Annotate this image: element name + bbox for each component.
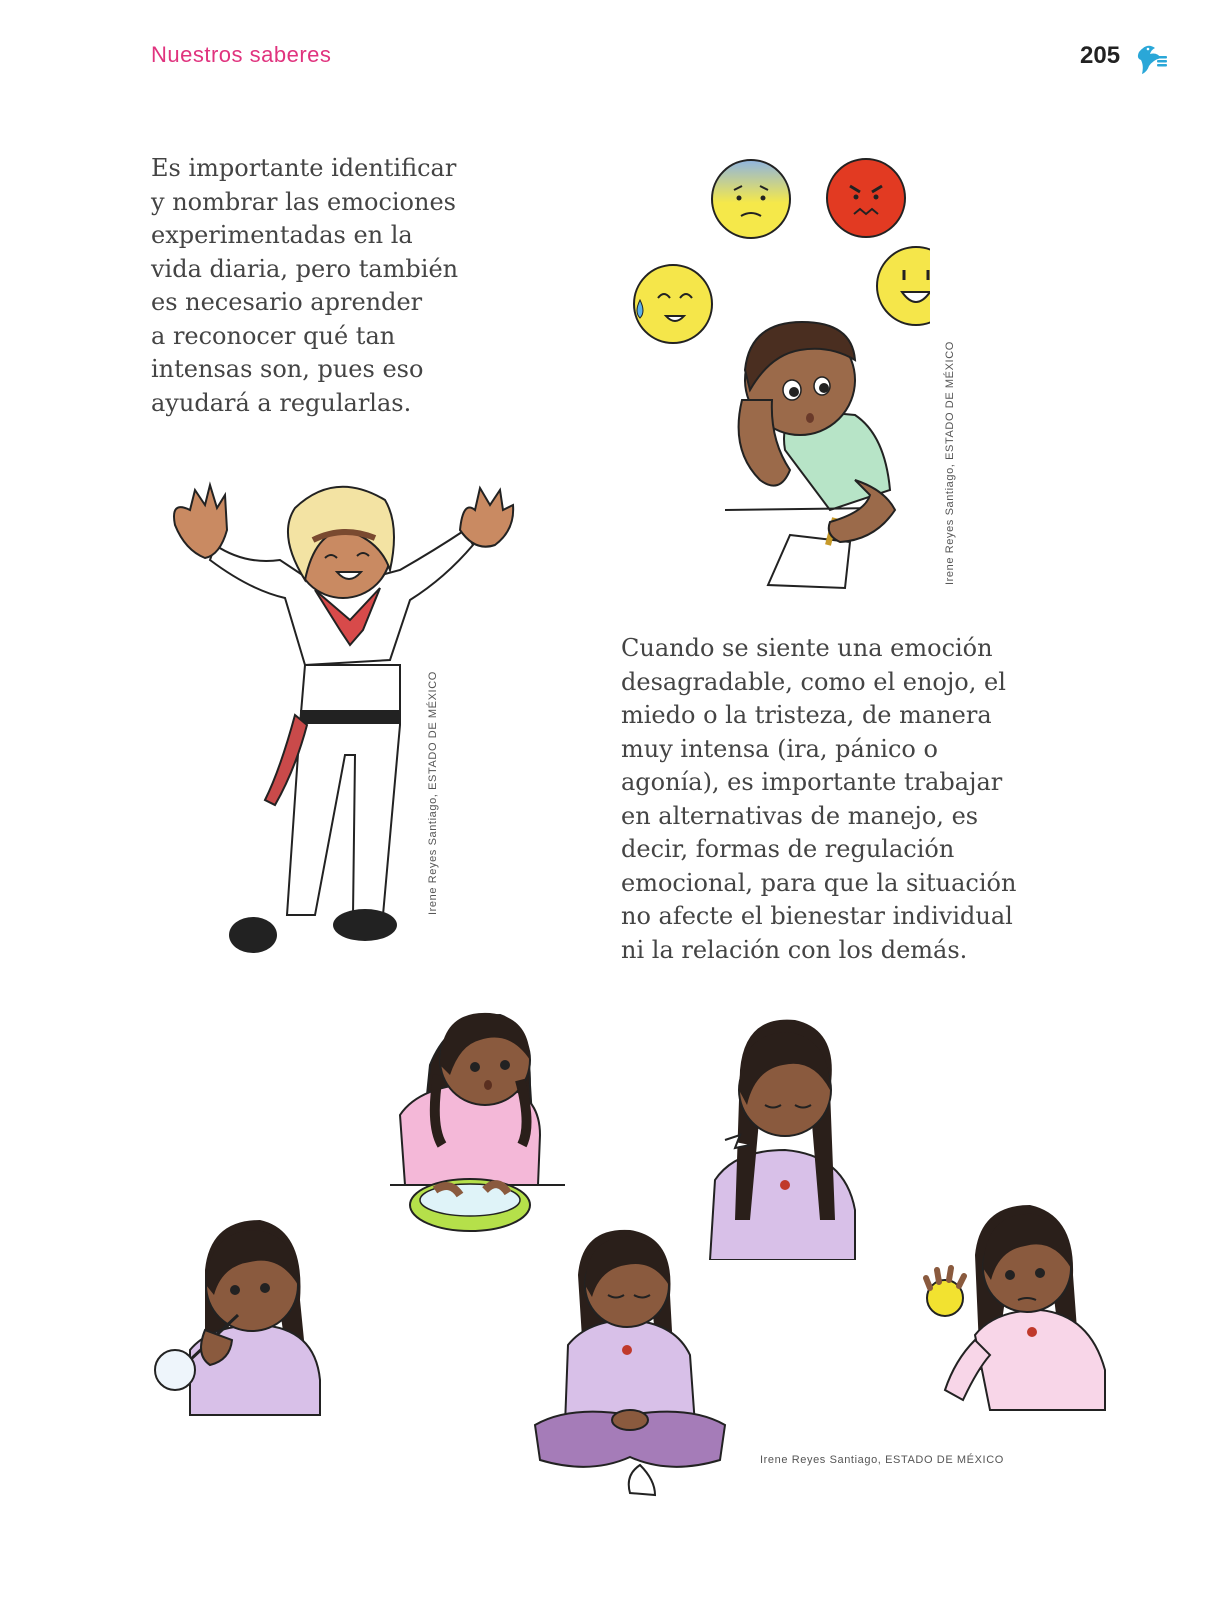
emojis-and-thinking-boy-illustration: [630, 150, 930, 600]
credit-emojis-boy: Irene Reyes Santiago, ESTADO DE MÉXICO: [944, 341, 956, 585]
girl-washing-hands-illustration: [390, 985, 570, 1255]
bird-hand-logo-icon: [1133, 40, 1169, 76]
page-number: 205: [1080, 42, 1121, 69]
girl-meditating-illustration: [530, 1225, 730, 1505]
intro-paragraph: Es importante identificar y nombrar las emociones experimentadas en la vida diaria, pero también es necesario aprender a reconocer qué tan intensas son, pues eso ayudará a regularlas.: [151, 154, 459, 417]
girl-squeezing-ball-illustration: [915, 1190, 1115, 1420]
worried-face-icon: [712, 160, 790, 238]
thinking-boy: [725, 322, 895, 588]
happy-face-icon: [877, 247, 930, 325]
credit-dancing-boy: Irene Reyes Santiago, ESTADO DE MÉXICO: [427, 671, 439, 915]
section-title: Nuestros saberes: [151, 42, 332, 67]
relieved-sweat-face-icon: [634, 265, 712, 343]
girl-breathing-illustration: [705, 1010, 865, 1260]
angry-face-icon: [827, 159, 905, 237]
girl-blowing-bubbles-illustration: [150, 1200, 340, 1430]
dancing-boy-illustration: [165, 470, 525, 970]
regulation-paragraph: Cuando se siente una emoción desagradable, como el enojo, el miedo o la tristeza, de manera muy intensa (ira, pánico o agonía), es importante trabajar en alternativas de manejo, es decir, formas de regulación emocional, para que la situación no afecte el bienestar individual ni la relación con los demás.: [621, 634, 1017, 964]
credit-girls: Irene Reyes Santiago, ESTADO DE MÉXICO: [760, 1454, 1004, 1466]
